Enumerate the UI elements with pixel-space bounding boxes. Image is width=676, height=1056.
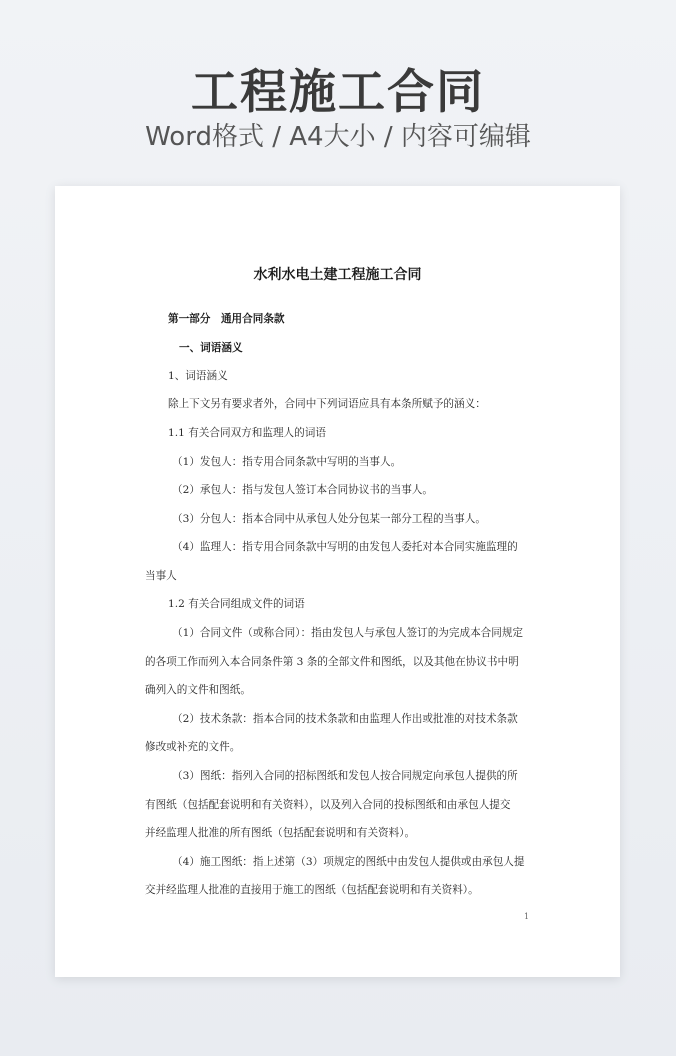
definition-line-continued: 确列入的文件和图纸。 — [145, 684, 251, 696]
definition-line-continued: 有图纸（包括配套说明和有关资料），以及列入合同的投标图纸和由承包人提交 — [145, 799, 511, 811]
clause-title: 1、词语涵义 — [168, 370, 228, 382]
part-heading: 第一部分 通用合同条款 — [168, 313, 285, 325]
definition-line-continued: 修改或补充的文件。 — [145, 741, 241, 753]
definition-line-continued: 交并经监理人批准的直接用于施工的图纸（包括配套说明和有关资料）。 — [145, 884, 479, 896]
definition-line: （2）承包人：指与发包人签订本合同协议书的当事人。 — [172, 484, 433, 496]
definition-line-continued: 并经监理人批准的所有图纸（包括配套说明和有关资料）。 — [145, 827, 416, 839]
definition-line: （2）技术条款：指本合同的技术条款和由监理人作出或批准的对技术条款 — [172, 713, 518, 725]
subclause-heading: 1.2 有关合同组成文件的词语 — [168, 598, 305, 610]
banner-title: 工程施工合同 — [191, 65, 485, 120]
page-number: 1 — [524, 912, 530, 921]
banner-subtitle: Word格式 / A4大小 / 内容可编辑 — [145, 122, 531, 152]
definition-line: （3）分包人：指本合同中从承包人处分包某一部分工程的当事人。 — [172, 513, 486, 525]
document-title: 水利水电土建工程施工合同 — [253, 267, 422, 283]
subclause-heading: 1.1 有关合同双方和监理人的词语 — [168, 427, 326, 439]
definition-line: （3）图纸：指列入合同的招标图纸和发包人按合同规定向承包人提供的所 — [172, 770, 518, 782]
definition-line: （4）监理人：指专用合同条款中写明的由发包人委托对本合同实施监理的 — [172, 541, 518, 553]
definition-line: （1）发包人：指专用合同条款中写明的当事人。 — [172, 456, 402, 468]
definition-line-continued: 当事人 — [145, 570, 177, 582]
definition-line: （1）合同文件（或称合同）：指由发包人与承包人签订的为完成本合同规定 — [172, 627, 524, 639]
definition-line-continued: 的各项工作而列入本合同条件第 3 条的全部文件和图纸，以及其他在协议书中明 — [145, 656, 519, 668]
section-heading: 一、词语涵义 — [179, 342, 243, 354]
definition-line: （4）施工图纸：指上述第（3）项规定的图纸中由发包人提供或由承包人提 — [172, 856, 525, 868]
document-page — [55, 186, 620, 977]
paragraph-line: 除上下文另有要求者外，合同中下列词语应具有本条所赋予的涵义： — [168, 398, 486, 410]
